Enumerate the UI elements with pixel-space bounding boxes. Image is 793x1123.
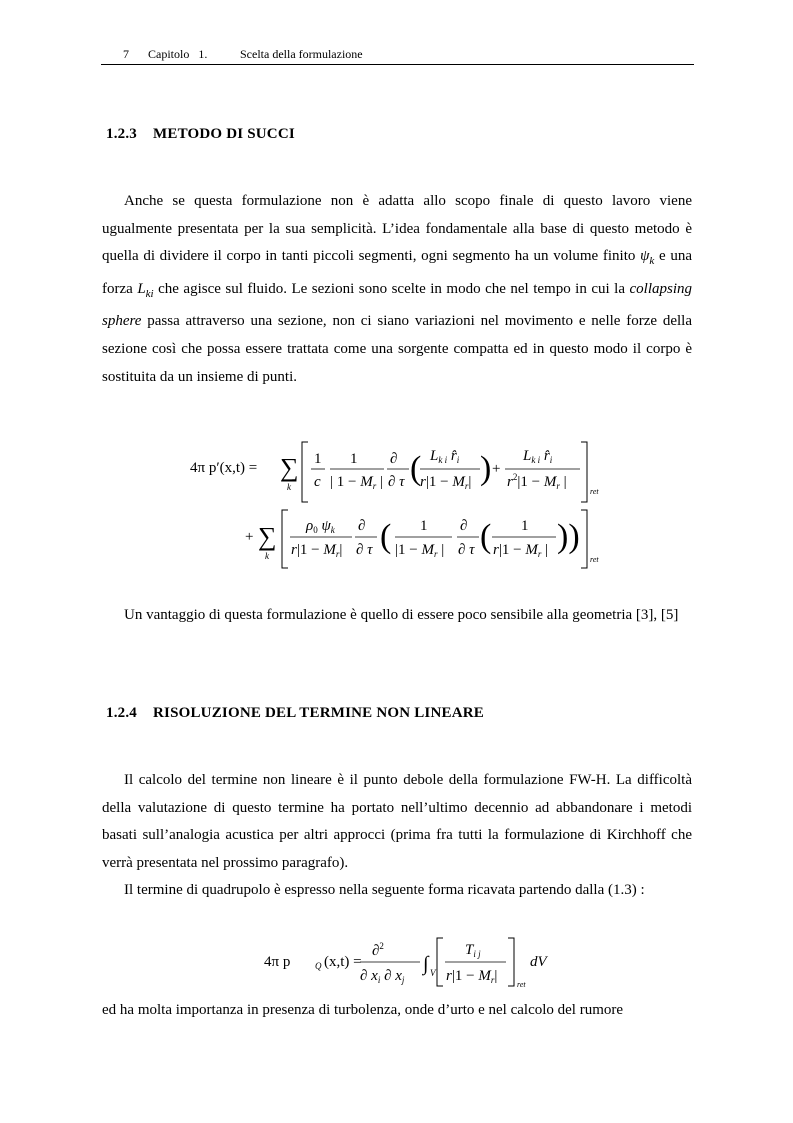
svg-text:|1 − Mr |: $|1 - M_r$ | bbox=[395, 542, 445, 559]
section-number: 1.2.3 bbox=[106, 126, 137, 142]
svg-text:∂ τ: ∂ τ bbox=[356, 542, 373, 558]
svg-text:ρ0 ψk: $\rho_0$ $\psi_k$ bbox=[306, 518, 335, 535]
section-heading-1-2-3 bbox=[106, 126, 295, 143]
svg-text:1: 1 bbox=[314, 451, 322, 467]
svg-text:V: V bbox=[430, 968, 436, 978]
svg-text:r|1 − Mr|: $r|1 - M_r|$ bbox=[420, 474, 472, 491]
section-heading-1-2-4 bbox=[106, 705, 484, 722]
section-title: METODO DI SUCCI bbox=[153, 126, 295, 142]
svg-text:r2|1 − Mr |: $r^2|1 - M_r$ | bbox=[507, 472, 567, 491]
equation-succi bbox=[180, 430, 620, 580]
svg-text:ret: ret bbox=[590, 555, 599, 564]
svg-text:r|1 − Mr|: $r|1 - M_r|$ bbox=[446, 968, 498, 985]
svg-text:∂2: ∂$^2$ bbox=[372, 941, 384, 959]
svg-text:(: ( bbox=[480, 518, 492, 555]
svg-text:r|1 − Mr |: $r|1 - M_r$ | bbox=[493, 542, 549, 559]
section-number: 1.2.4 bbox=[106, 705, 137, 721]
svg-text:∂: ∂ bbox=[460, 518, 468, 534]
svg-text:+: + bbox=[492, 461, 501, 477]
svg-text:ret: ret bbox=[590, 487, 599, 496]
paragraph-succi-intro: Anche se questa formulazione non è adatta allo scopo finale di questo lavoro viene ugualmente presentata per la sua semplicità. L’idea fondamentale alla base di questo metodo è quella di dividere il corpo in tanti piccoli segmenti, ogni segmento ha un volume finito $\psi_k$ e una forza $L_{ki}$ che agisce sul fluido. Le sezioni sono scelte in modo che nel tempo in cui la collapsing sphere passa attraverso una sezione, non ci siano variazioni nel movimento e nelle forze della sezione così che possa essere trattata come una sorgente compatta ed in questo modo il corpo è sostituita da un insieme di punti. bbox=[102, 193, 692, 385]
page-header bbox=[101, 47, 694, 65]
svg-text:(: ( bbox=[380, 518, 392, 555]
psi-symbol: ψ bbox=[640, 248, 650, 265]
svg-text:∫: ∫ bbox=[423, 953, 429, 975]
svg-text:∂ τ: ∂ τ bbox=[458, 542, 475, 558]
page-number: 7 bbox=[123, 47, 129, 61]
svg-text:k: k bbox=[287, 482, 291, 492]
svg-text:c: c bbox=[314, 474, 321, 490]
svg-text:Ti j: $T_{i j}$ bbox=[465, 942, 481, 959]
header-title: Scelta della formulazione bbox=[240, 47, 363, 61]
svg-text:k: k bbox=[265, 551, 269, 561]
svg-text:∂: ∂ bbox=[390, 451, 398, 467]
svg-text:Q: Q bbox=[315, 961, 322, 971]
sum-symbol: ∑ bbox=[280, 453, 299, 482]
equation-lhs: 4π p′(x,t) = bbox=[190, 460, 258, 476]
svg-text:4π p: 4π p bbox=[264, 954, 291, 970]
svg-text:dV: dV bbox=[530, 954, 547, 970]
svg-text:1: 1 bbox=[420, 518, 428, 534]
svg-text:+: + bbox=[245, 529, 254, 545]
svg-text:Lk i r̂i: $L_{k i}$ $r̂_i$ bbox=[523, 448, 553, 465]
section-title: RISOLUZIONE DEL TERMINE NON LINEARE bbox=[153, 705, 484, 721]
paragraph-quadrupole-intro: Il termine di quadrupolo è espresso nella seguente forma ricavata partendo dalla (1.3) : bbox=[124, 882, 645, 898]
svg-text:| 1 − Mr |: | $1 - M_r$ | bbox=[330, 474, 383, 491]
svg-text:1: 1 bbox=[521, 518, 529, 534]
svg-text:(x,t) =: (x,t) = bbox=[324, 954, 362, 970]
svg-text:(: ( bbox=[410, 450, 422, 487]
collapsing-sphere-term: collapsing sphere bbox=[102, 280, 692, 330]
chapter-label: Capitolo 1. bbox=[148, 47, 208, 61]
svg-text:1: 1 bbox=[350, 451, 358, 467]
equation-quadrupole bbox=[260, 932, 560, 992]
svg-text:r|1 − Mr|: $r|1 - M_r|$ bbox=[291, 542, 343, 559]
paragraph-nonlinear-term: Il calcolo del termine non lineare è il punto debole della formulazione FW-H. La difficoltà della valutazione di questo termine ha portato nell’ultimo decennio ad abbandonare i metodi basati sull’analogia acustica per altri approcci (prima fra tutti la formulazione di Kirchhoff che verrà presentata nel prossimo paragrafo). bbox=[102, 772, 692, 871]
svg-text:∂: ∂ bbox=[358, 518, 366, 534]
paragraph-quadrupole-importance: ed ha molta importanza in presenza di turbolenza, onde d’urto e nel calcolo del rumore bbox=[102, 1002, 624, 1018]
svg-text:∑: ∑ bbox=[258, 522, 277, 551]
L-symbol: L bbox=[137, 280, 146, 297]
svg-text:)): )) bbox=[557, 518, 580, 555]
svg-text:Lk i r̂i: $L_{k i}$ $r̂_i$ bbox=[430, 448, 460, 465]
paragraph-succi-advantage: Un vantaggio di questa formulazione è quello di essere poco sensibile alla geometria [3], [5] bbox=[124, 607, 679, 623]
svg-text:): ) bbox=[480, 450, 492, 487]
svg-text:∂ xi ∂ xj: ∂ $x_i$ ∂ $x_j$ bbox=[360, 968, 405, 985]
svg-text:ret: ret bbox=[517, 980, 526, 989]
svg-text:∂ τ: ∂ τ bbox=[388, 474, 405, 490]
